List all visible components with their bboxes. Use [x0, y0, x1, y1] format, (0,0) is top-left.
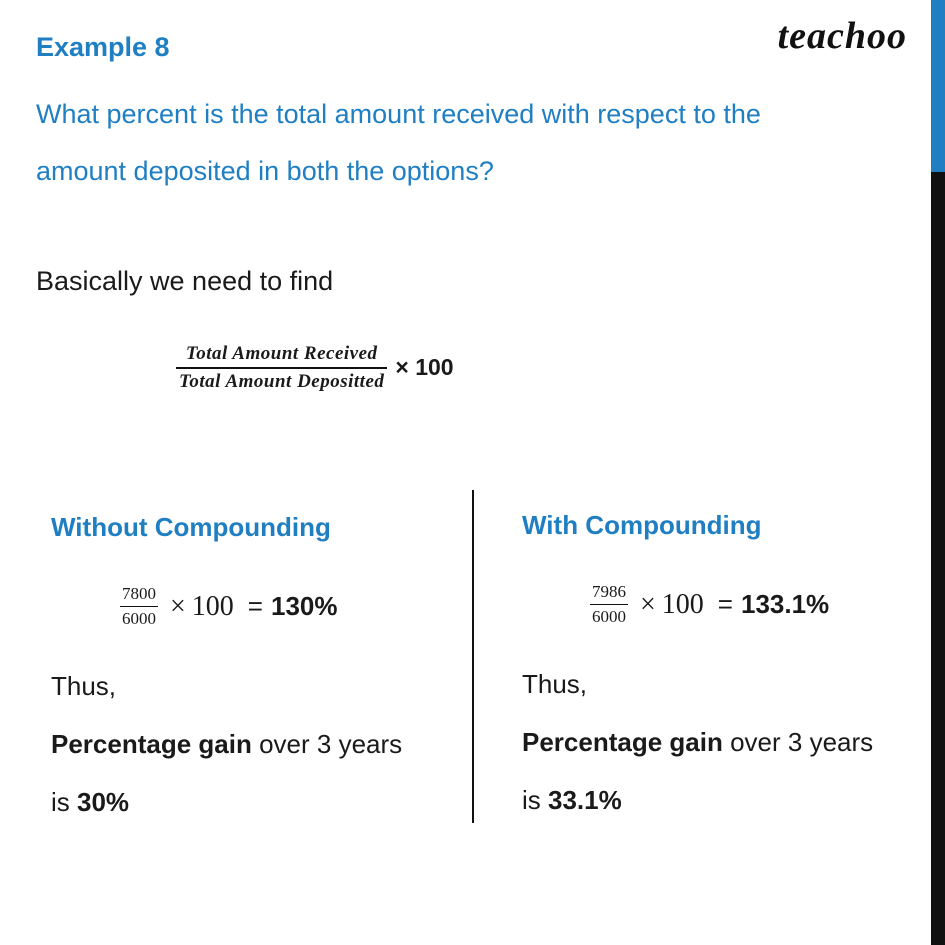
equals-sign: = [247, 591, 263, 622]
is-text: is [51, 787, 77, 817]
formula-numerator: Total Amount Received [185, 343, 378, 364]
factor-value: 100 [191, 590, 234, 622]
gain-label: Percentage gain [522, 727, 723, 757]
teachoo-logo[interactable]: teachoo [777, 15, 907, 57]
right-denominator: 6000 [592, 607, 626, 627]
formula-fraction [176, 343, 387, 393]
is-text: is [522, 785, 548, 815]
example-title: Example 8 [36, 32, 170, 62]
right-result: 133.1% [740, 589, 830, 620]
left-result: 130% [270, 591, 338, 622]
right-numerator: 7986 [592, 582, 626, 601]
gain-value-line [51, 773, 402, 831]
gain-value: 30% [77, 787, 130, 817]
gain-value-line [522, 771, 873, 829]
right-fraction [590, 582, 628, 627]
left-numerator: 7800 [122, 584, 156, 603]
fraction-bar [120, 606, 158, 607]
fraction-bar [590, 604, 628, 605]
left-fraction [120, 584, 158, 629]
factor-value: 100 [661, 588, 704, 620]
without-compounding-heading: Without Compounding [51, 512, 331, 542]
intro-text: Basically we need to find [36, 266, 334, 296]
fraction-bar [176, 367, 387, 369]
without-compounding-calculation [120, 584, 337, 629]
question-line-2: amount deposited in both the options? [36, 156, 494, 186]
left-denominator: 6000 [122, 609, 156, 629]
gain-label: Percentage gain [51, 729, 252, 759]
thus-label: Thus, [51, 671, 117, 701]
gain-line [51, 715, 402, 773]
times-symbol: × [640, 588, 656, 620]
formula-denominator: Total Amount Depositted [179, 370, 385, 392]
scrollbar-thumb[interactable] [931, 0, 945, 172]
right-conclusion [522, 655, 873, 829]
formula-multiplier: × 100 [395, 354, 454, 381]
equals-sign: = [717, 589, 733, 620]
times-symbol: × [170, 590, 186, 622]
percentage-formula [176, 343, 454, 393]
with-compounding-calculation [590, 582, 829, 627]
column-divider [472, 490, 474, 823]
question-text [36, 86, 896, 200]
gain-value: 33.1% [548, 785, 622, 815]
left-conclusion [51, 657, 402, 831]
gain-line [522, 713, 873, 771]
thus-label: Thus, [522, 669, 588, 699]
gain-text: over 3 years [251, 729, 403, 759]
question-line-1: What percent is the total amount received with respect to the [36, 99, 761, 129]
gain-text: over 3 years [722, 727, 874, 757]
with-compounding-heading: With Compounding [522, 510, 762, 540]
